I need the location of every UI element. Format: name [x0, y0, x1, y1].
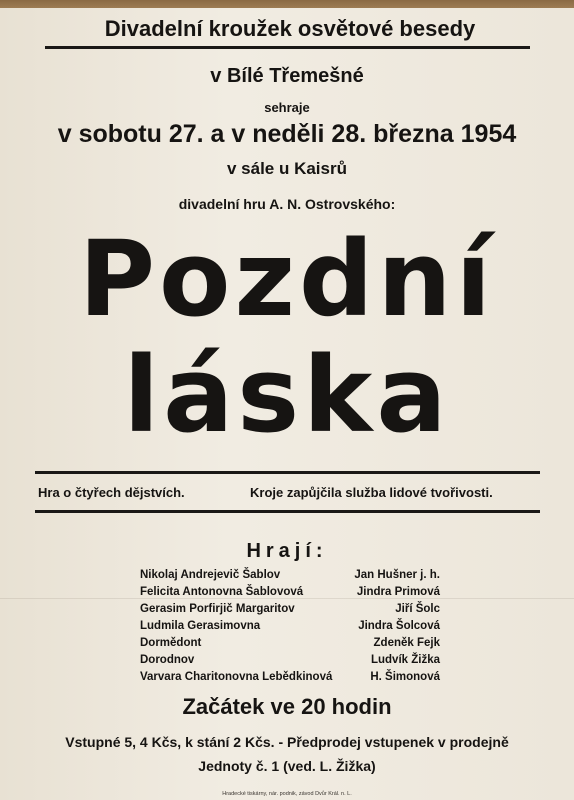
cast-row	[140, 654, 440, 671]
village-name: v Bílé Třemešné	[210, 65, 364, 87]
cast-row	[140, 569, 440, 586]
play-title-line-1: Pozdní	[78, 218, 496, 340]
cast-actor: Zdeněk Fejk	[373, 637, 440, 649]
performance-dates: v sobotu 27. a v neděli 28. března 1954	[57, 120, 517, 148]
cast-actor: Jindra Primová	[356, 586, 440, 598]
cast-role: Dormědont	[140, 637, 202, 649]
cast-row	[140, 586, 440, 603]
play-title-line-2: láska	[123, 334, 451, 456]
top-divider	[45, 46, 530, 49]
cast-role: Felicita Antonovna Šablovová	[140, 586, 304, 598]
cast-row	[140, 603, 440, 620]
performs-label: sehraje	[264, 100, 310, 115]
venue-name: v sále u Kaisrů	[226, 159, 347, 178]
cast-role: Varvara Charitonovna Lebědkinová	[140, 671, 333, 683]
cast-role: Ludmila Gerasimovna	[140, 620, 261, 632]
cast-actor: Jiří Šolc	[395, 603, 440, 615]
cast-heading: Hrají:	[246, 540, 328, 562]
cast-actor: Ludvík Žižka	[370, 654, 440, 666]
cast-actor: Jan Hušner j. h.	[354, 569, 440, 581]
ticket-prices: Vstupné 5, 4 Kčs, k stání 2 Kčs. - Předprodej vstupenek v prodejně	[65, 734, 509, 750]
cast-row	[140, 620, 440, 637]
divider-upper	[35, 471, 540, 474]
start-time: Začátek ve 20 hodin	[182, 694, 392, 719]
poster-sheet	[0, 8, 574, 800]
printer-credit: Hradecké tiskárny, nár. podnik, závod Dvůr Král. n. L.	[222, 791, 352, 797]
cast-role: Dorodnov	[140, 654, 195, 666]
author-line: divadelní hru A. N. Ostrovského:	[178, 196, 396, 212]
cast-row	[140, 671, 440, 688]
cast-list	[140, 569, 440, 688]
cast-actor: Jindra Šolcová	[358, 620, 440, 632]
cast-role: Nikolaj Andrejevič Šablov	[140, 569, 281, 581]
acts-note: Hra o čtyřech dějstvích.	[38, 485, 185, 500]
cast-role: Gerasim Porfirjič Margaritov	[140, 603, 295, 615]
cast-row	[140, 637, 440, 654]
organizer-heading: Divadelní kroužek osvětové besedy	[104, 16, 476, 41]
costumes-note: Kroje zapůjčila služba lidové tvořivosti.	[250, 485, 493, 500]
presale-shop: Jednoty č. 1 (ved. L. Žižka)	[198, 758, 376, 774]
cast-actor: H. Šimonová	[370, 671, 440, 683]
divider-lower	[35, 510, 540, 513]
